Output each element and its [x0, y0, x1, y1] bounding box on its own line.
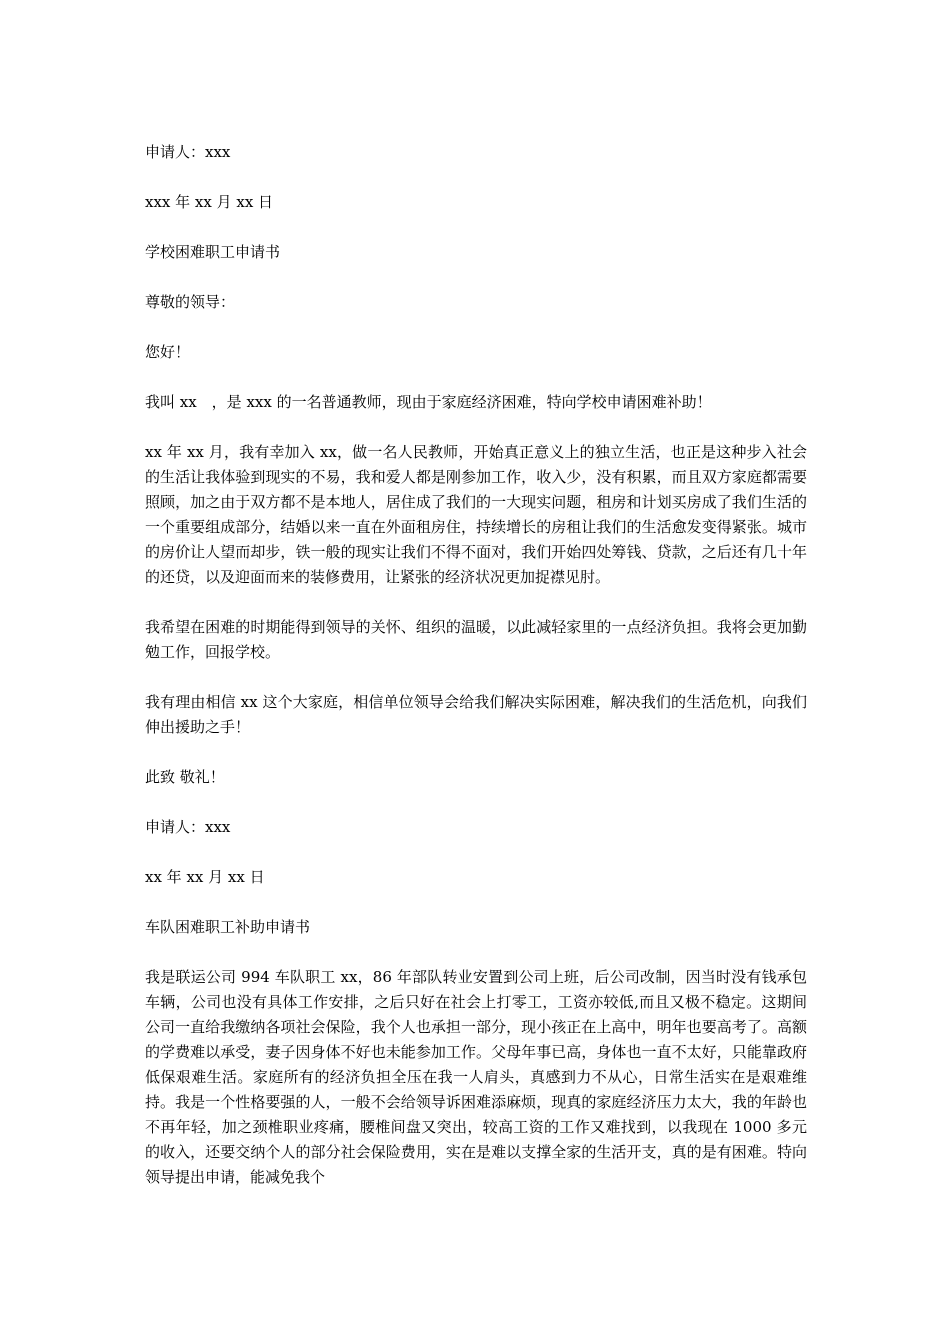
applicant-line: 申请人：xxx [145, 143, 231, 161]
salutation: 尊敬的领导： [145, 293, 236, 311]
intro-paragraph: 我叫 xx ，是 xxx 的一名普通教师，现由于家庭经济困难，特向学校申请困难补助！ [145, 393, 712, 411]
body-paragraph: 我希望在困难的时期能得到领导的关怀、组织的温暖，以此减轻家里的一点经济负担。我将会更加勤勉工作，回报学校。 [145, 618, 807, 661]
date-line: xxx 年 xx 月 xx 日 [145, 193, 274, 211]
closing-line: 此致 敬礼！ [145, 768, 225, 786]
applicant-line: 申请人：xxx [145, 818, 231, 836]
date-line: xx 年 xx 月 xx 日 [145, 868, 265, 886]
body-paragraph: xx 年 xx 月，我有幸加入 xx，做一名人民教师，开始真正意义上的独立生活，也正是这种步入社会的生活让我体验到现实的不易，我和爱人都是刚参加工作，收入少，没有积累，而且双方家庭都需要照顾，加之由于双方都不是本地人，居住成了我们的一大现实问题，租房和计划买房成了我们生活的一个重要组成部分，结婚以来一直在外面租房住，持续增长的房租让我们的生活愈发变得紧张。城市的房价让人望而却步，铁一般的现实让我们不得不面对，我们开始四处筹钱、贷款，之后还有几十年的还贷，以及迎面而来的装修费用，让紧张的经济状况更加捉襟见肘。 [145, 443, 807, 586]
greeting: 您好！ [145, 343, 191, 361]
document-body [145, 140, 807, 1215]
body-paragraph: 我有理由相信 xx 这个大家庭，相信单位领导会给我们解决实际困难，解决我们的生活危机，向我们伸出援助之手！ [145, 693, 807, 736]
document-title: 学校困难职工申请书 [145, 243, 281, 261]
document-title: 车队困难职工补助申请书 [145, 918, 311, 936]
body-paragraph: 我是联运公司 994 车队职工 xx，86 年部队转业安置到公司上班，后公司改制，因当时没有钱承包车辆，公司也没有具体工作安排，之后只好在社会上打零工，工资亦较低,而且又极不稳定。这期间公司一直给我缴纳各项社会保险，我个人也承担一部分，现小孩正在上高中，明年也要高考了。高额的学费难以承受，妻子因身体不好也未能参加工作。父母年事已高，身体也一直不太好，只能靠政府低保艰难生活。家庭所有的经济负担全压在我一人肩头，真感到力不从心，日常生活实在是艰难维持。我是一个性格要强的人，一般不会给领导诉困难添麻烦，现真的家庭经济压力太大，我的年龄也不再年轻，加之颈椎职业疼痛，腰椎间盘又突出，较高工资的工作又难找到，以我现在 1000 多元的收入，还要交纳个人的部分社会保险费用，实在是难以支撑全家的生活开支，真的是有困难。特向领导提出申请，能减免我个 [145, 968, 807, 1186]
